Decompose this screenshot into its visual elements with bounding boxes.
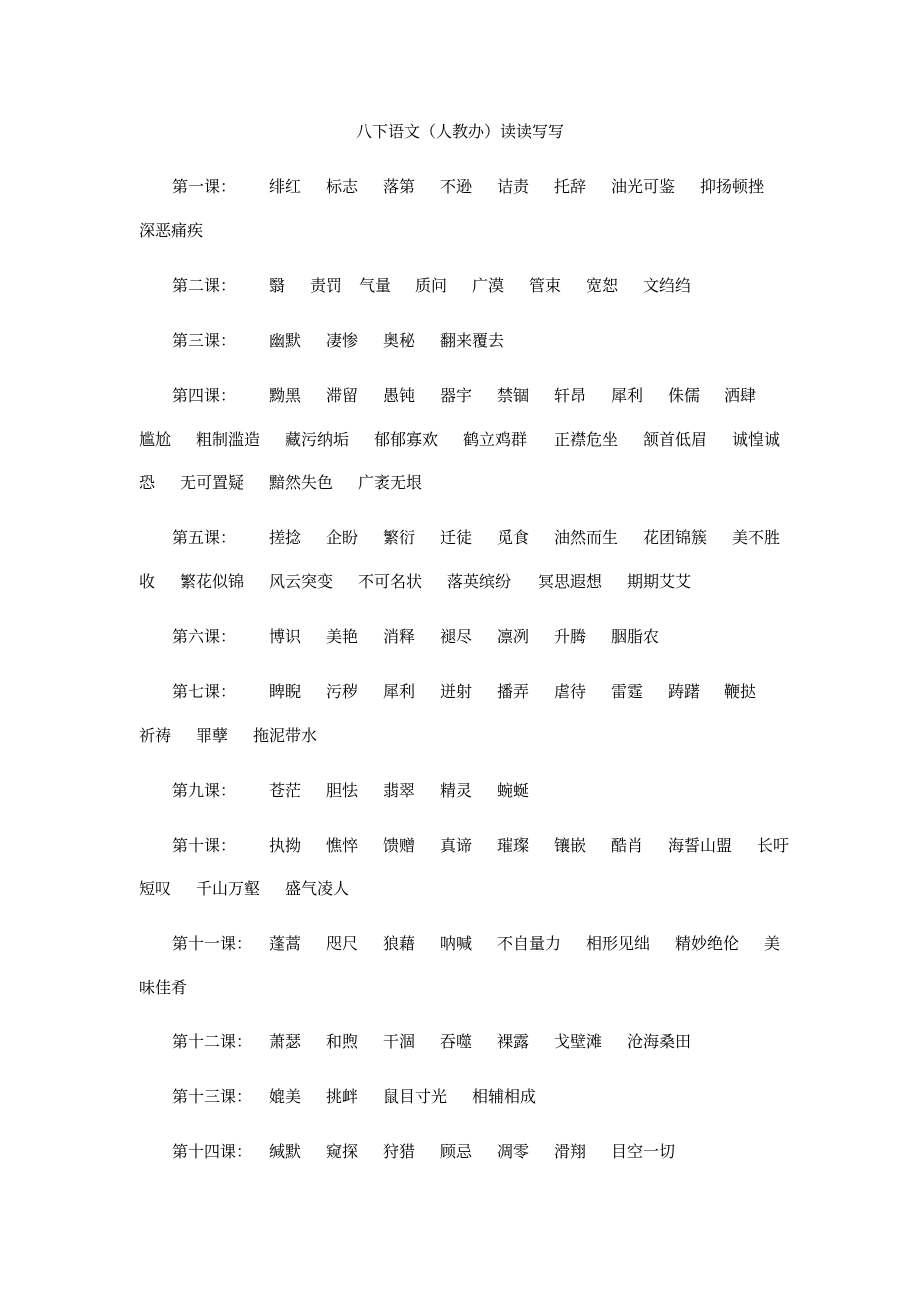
vocab-word: 憔悴 — [326, 836, 359, 855]
lesson-label: 第十四课： — [172, 1142, 253, 1161]
vocab-word: 风云突变 — [269, 572, 334, 591]
vocab-word: 藏污纳垢 — [285, 430, 350, 449]
vocab-word: 睥睨 — [269, 682, 302, 701]
vocab-word: 觅食 — [497, 528, 530, 547]
vocab-word: 迸射 — [440, 682, 473, 701]
vocab-word: 短叹 — [139, 879, 172, 898]
vocab-word: 缄默 — [269, 1142, 302, 1161]
vocab-word: 干涸 — [383, 1032, 416, 1051]
vocab-word: 犀利 — [611, 386, 644, 405]
vocab-word: 相辅相成 — [472, 1087, 537, 1106]
vocab-word: 萧瑟 — [269, 1032, 302, 1051]
vocab-word: 博识 — [269, 627, 302, 646]
vocab-word: 狼藉 — [383, 934, 416, 953]
vocab-word: 尴尬 — [139, 430, 172, 449]
lesson-line — [0, 626, 920, 648]
vocab-word: 雷霆 — [611, 682, 644, 701]
vocab-word: 诚惶诚 — [732, 430, 781, 449]
vocab-word: 目空一切 — [611, 1142, 676, 1161]
vocab-word: 消释 — [383, 627, 416, 646]
vocab-word: 宽恕 — [586, 276, 619, 295]
vocab-word: 咫尺 — [326, 934, 359, 953]
vocab-word: 真谛 — [440, 836, 473, 855]
lesson-line — [0, 933, 920, 955]
vocab-word: 无可置疑 — [180, 473, 245, 492]
lesson-line — [0, 275, 920, 297]
vocab-word: 管束 — [529, 276, 562, 295]
lesson-line — [0, 385, 920, 407]
lesson-line — [0, 330, 920, 352]
lesson-line — [0, 429, 920, 451]
vocab-word: 黯然失色 — [269, 473, 334, 492]
lesson-line — [0, 1141, 920, 1163]
vocab-word: 踌躇 — [668, 682, 701, 701]
vocab-word: 花团锦簇 — [643, 528, 708, 547]
lesson-line — [0, 176, 920, 198]
vocab-word: 深恶痛疾 — [139, 221, 204, 240]
vocab-word: 期期艾艾 — [627, 572, 692, 591]
vocab-word: 滞留 — [326, 386, 359, 405]
vocab-word: 油光可鉴 — [611, 177, 676, 196]
lesson-line — [0, 220, 920, 242]
vocab-word: 广袤无垠 — [358, 473, 423, 492]
vocab-word: 褪尽 — [440, 627, 473, 646]
vocab-word: 繁花似锦 — [180, 572, 245, 591]
vocab-word: 蓬蒿 — [269, 934, 302, 953]
vocab-word: 千山万壑 — [196, 879, 261, 898]
vocab-word: 呐喊 — [440, 934, 473, 953]
vocab-word: 冥思遐想 — [538, 572, 603, 591]
lesson-label: 第七课： — [172, 682, 237, 701]
vocab-word: 戈壁滩 — [554, 1032, 603, 1051]
vocab-word: 狩猎 — [383, 1142, 416, 1161]
vocab-word: 企盼 — [326, 528, 359, 547]
lesson-label: 第十三课： — [172, 1087, 253, 1106]
lesson-label: 第九课： — [172, 781, 237, 800]
vocab-word: 侏儒 — [668, 386, 701, 405]
vocab-word: 挑衅 — [326, 1087, 359, 1106]
vocab-word: 滑翔 — [554, 1142, 587, 1161]
vocab-word: 鼠目寸光 — [383, 1087, 448, 1106]
vocab-word: 和煦 — [326, 1032, 359, 1051]
vocab-word: 郁郁寡欢 — [374, 430, 439, 449]
vocab-word: 吞噬 — [440, 1032, 473, 1051]
vocab-word: 酷肖 — [611, 836, 644, 855]
vocab-word: 盛气凌人 — [285, 879, 350, 898]
vocab-word: 油然而生 — [554, 528, 619, 547]
document-title: 八下语文（人教办）读读写写 — [355, 122, 564, 141]
vocab-word: 落英缤纷 — [447, 572, 512, 591]
lesson-label: 第六课： — [172, 627, 237, 646]
vocab-word: 罪孽 — [196, 726, 229, 745]
vocab-word: 美 — [764, 934, 781, 953]
lesson-line — [0, 571, 920, 593]
vocab-word: 虐待 — [554, 682, 587, 701]
lesson-line — [0, 472, 920, 494]
vocab-word: 凄惨 — [326, 331, 359, 350]
lesson-line — [0, 725, 920, 747]
vocab-word: 诘责 — [497, 177, 530, 196]
vocab-word: 颔首低眉 — [643, 430, 708, 449]
lesson-label: 第一课： — [172, 177, 237, 196]
lesson-line — [0, 681, 920, 703]
vocab-word: 污秽 — [326, 682, 359, 701]
vocab-word: 执拗 — [269, 836, 302, 855]
vocab-word: 鞭挞 — [724, 682, 757, 701]
vocab-word: 海誓山盟 — [668, 836, 733, 855]
vocab-word: 绯红 — [269, 177, 302, 196]
vocab-word: 幽默 — [269, 331, 302, 350]
vocab-word: 托辞 — [554, 177, 587, 196]
vocab-word: 胭脂农 — [611, 627, 660, 646]
vocab-word: 凛冽 — [497, 627, 530, 646]
lesson-line — [0, 977, 920, 999]
vocab-word: 精妙绝伦 — [675, 934, 740, 953]
vocab-word: 繁衍 — [383, 528, 416, 547]
vocab-word: 翻来覆去 — [440, 331, 505, 350]
vocab-word: 精灵 — [440, 781, 473, 800]
vocab-word: 粗制滥造 — [196, 430, 261, 449]
vocab-word: 翳 — [269, 276, 286, 295]
vocab-word: 美不胜 — [732, 528, 781, 547]
vocab-word: 犀利 — [383, 682, 416, 701]
vocab-word: 味佳肴 — [139, 978, 188, 997]
vocab-word: 禁锢 — [497, 386, 530, 405]
lesson-label: 第三课： — [172, 331, 237, 350]
vocab-word: 镶嵌 — [554, 836, 587, 855]
vocab-word: 鹤立鸡群 — [463, 430, 528, 449]
vocab-word: 轩昂 — [554, 386, 587, 405]
vocab-word: 相形见绌 — [586, 934, 651, 953]
lesson-line — [0, 780, 920, 802]
lesson-label: 第五课： — [172, 528, 237, 547]
vocab-word: 拖泥带水 — [253, 726, 318, 745]
vocab-word: 标志 — [326, 177, 359, 196]
vocab-word: 凋零 — [497, 1142, 530, 1161]
vocab-word: 正襟危坐 — [554, 430, 619, 449]
vocab-word: 迁徒 — [440, 528, 473, 547]
vocab-word: 搓捻 — [269, 528, 302, 547]
lesson-line — [0, 835, 920, 857]
lesson-line — [0, 878, 920, 900]
vocab-word: 不可名状 — [358, 572, 423, 591]
vocab-word: 媲美 — [269, 1087, 302, 1106]
vocab-word: 责罚 — [310, 276, 343, 295]
vocab-word: 长吁 — [757, 836, 790, 855]
vocab-word: 恐 — [139, 473, 156, 492]
vocab-word: 祈祷 — [139, 726, 172, 745]
vocab-word: 奥秘 — [383, 331, 416, 350]
vocab-word: 升腾 — [554, 627, 587, 646]
vocab-word: 璀璨 — [497, 836, 530, 855]
vocab-word: 洒肆 — [724, 386, 757, 405]
vocab-word: 翡翠 — [383, 781, 416, 800]
vocab-word: 裸露 — [497, 1032, 530, 1051]
lesson-label: 第十二课： — [172, 1032, 253, 1051]
vocab-word: 抑扬顿挫 — [700, 177, 765, 196]
lesson-line — [0, 527, 920, 549]
vocab-word: 收 — [139, 572, 156, 591]
vocab-word: 窥探 — [326, 1142, 359, 1161]
vocab-word: 胆怯 — [326, 781, 359, 800]
vocab-word: 质问 — [415, 276, 448, 295]
lesson-label: 第十课： — [172, 836, 237, 855]
vocab-word: 美艳 — [326, 627, 359, 646]
vocab-word: 播弄 — [497, 682, 530, 701]
vocab-word: 气量 — [359, 276, 392, 295]
vocab-word: 黝黑 — [269, 386, 302, 405]
lesson-label: 第十一课： — [172, 934, 253, 953]
vocab-word: 器宇 — [440, 386, 473, 405]
vocab-word: 愚钝 — [383, 386, 416, 405]
vocab-word: 苍茫 — [269, 781, 302, 800]
vocab-word: 落第 — [383, 177, 416, 196]
vocab-word: 文绉绉 — [643, 276, 692, 295]
lesson-label: 第二课： — [172, 276, 237, 295]
vocab-word: 不自量力 — [497, 934, 562, 953]
lesson-label: 第四课： — [172, 386, 237, 405]
lesson-line — [0, 1031, 920, 1053]
vocab-word: 广漠 — [472, 276, 505, 295]
vocab-word: 蜿蜒 — [497, 781, 530, 800]
vocab-word: 馈赠 — [383, 836, 416, 855]
vocab-word: 顾忌 — [440, 1142, 473, 1161]
lesson-line — [0, 1086, 920, 1108]
vocab-word: 不逊 — [440, 177, 473, 196]
vocab-word: 沧海桑田 — [627, 1032, 692, 1051]
